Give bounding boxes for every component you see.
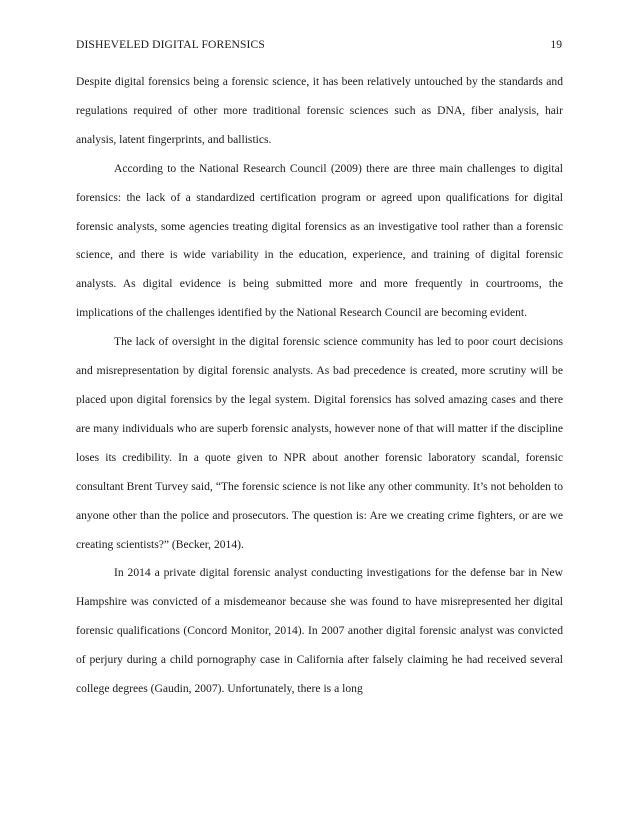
page-number: 19 — [550, 38, 562, 51]
body-text — [76, 68, 563, 704]
paragraph-4: In 2014 a private digital forensic analyst conducting investigations for the defense bar in New Hampshire was convicted of a misdemeanor because she was found to have misrepresented her digital forensic qualifications (Concord Monitor, 2014). In 2007 another digital forensic analyst was convicted of perjury during a child pornography case in California after falsely claiming he had received several college degrees (Gaudin, 2007). Unfortunately, there is a long — [76, 566, 563, 696]
running-head: DISHEVELED DIGITAL FORENSICS — [76, 38, 265, 51]
paragraph-1: Despite digital forensics being a forensic science, it has been relatively untouched by the standards and regulations required of other more traditional forensic sciences such as DNA, fiber analysis, hair analysis, latent fingerprints, and ballistics. — [76, 75, 563, 146]
paragraph-3: The lack of oversight in the digital forensic science community has led to poor court decisions and misrepresentation by digital forensic analysts. As bad precedence is created, more scrutiny will be placed upon digital forensics by the legal system. Digital forensics has solved amazing cases and there are many individuals who are superb forensic analysts, however none of that will matter if the discipline loses its credibility. In a quote given to NPR about another forensic laboratory scandal, forensic consultant Brent Turvey said, “The forensic science is not like any other community. It’s not beholden to anyone other than the police and prosecutors. The question is: Are we creating crime fighters, or are we creating scientists?” (Becker, 2014). — [76, 335, 563, 551]
paragraph-2: According to the National Research Council (2009) there are three main challenges to digital forensics: the lack of a standardized certification program or agreed upon qualifications for digital forensic analysts, some agencies treating digital forensics as an investigative tool rather than a forensic science, and there is wide variability in the education, experience, and training of digital forensic analysts. As digital evidence is being submitted more and more frequently in courtrooms, the implications of the challenges identified by the National Research Council are becoming evident. — [76, 161, 563, 320]
